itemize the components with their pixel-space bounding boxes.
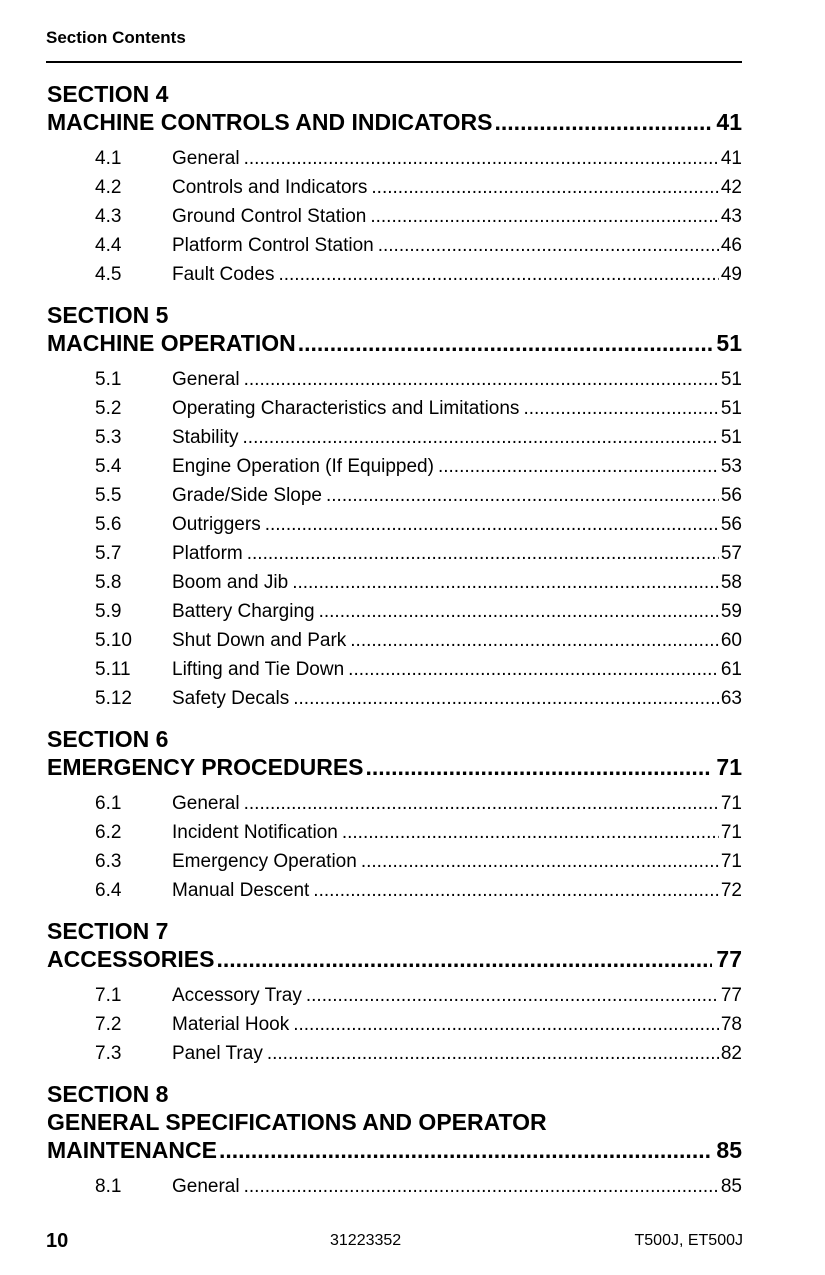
dot-leader xyxy=(244,365,719,394)
entry-title: Panel Tray xyxy=(172,1043,263,1064)
toc-entry[interactable] xyxy=(47,597,742,626)
toc-entry[interactable] xyxy=(47,394,742,423)
entry-page-number: 42 xyxy=(720,177,742,198)
dot-leader xyxy=(361,847,719,876)
dot-leader xyxy=(319,597,719,626)
entry-title: Platform Control Station xyxy=(172,235,374,256)
toc-entry[interactable] xyxy=(47,876,742,905)
dot-leader xyxy=(247,539,719,568)
toc-section xyxy=(47,80,742,289)
section-page-number: 51 xyxy=(716,330,742,356)
entry-number: 7.2 xyxy=(95,1014,122,1035)
dot-leader xyxy=(244,1172,719,1201)
dot-leader xyxy=(293,1010,719,1039)
entry-number: 5.1 xyxy=(95,369,122,390)
toc-entry[interactable] xyxy=(47,365,742,394)
footer-model-name: T500J, ET500J xyxy=(634,1232,743,1249)
entry-page-number: 57 xyxy=(720,543,742,564)
entry-title: Emergency Operation xyxy=(172,851,357,872)
dot-leader xyxy=(348,655,719,684)
page-footer xyxy=(0,1230,825,1254)
dot-leader xyxy=(326,481,719,510)
entry-page-number: 53 xyxy=(720,456,742,477)
section-number: SECTION 4 xyxy=(47,81,169,107)
dot-leader xyxy=(219,1136,712,1164)
toc-section xyxy=(47,725,742,905)
section-number: SECTION 5 xyxy=(47,302,169,328)
dot-leader xyxy=(292,568,719,597)
entry-title: General xyxy=(172,793,240,814)
entry-page-number: 51 xyxy=(720,427,742,448)
section-title-link[interactable] xyxy=(47,753,742,781)
dot-leader xyxy=(378,231,719,260)
table-of-contents xyxy=(47,80,742,1213)
entry-number: 4.3 xyxy=(95,206,122,227)
toc-entry[interactable] xyxy=(47,818,742,847)
entry-page-number: 72 xyxy=(720,880,742,901)
entry-page-number: 63 xyxy=(720,688,742,709)
footer-page-number: 10 xyxy=(46,1230,69,1252)
entry-title: Safety Decals xyxy=(172,688,290,709)
entry-page-number: 51 xyxy=(720,398,742,419)
entry-page-number: 71 xyxy=(720,822,742,843)
dot-leader xyxy=(298,329,713,357)
toc-section xyxy=(47,917,742,1068)
toc-entry[interactable] xyxy=(47,260,742,289)
entry-list xyxy=(47,144,742,289)
section-title-link[interactable] xyxy=(47,1136,742,1164)
section-title-link[interactable] xyxy=(47,945,742,973)
toc-section xyxy=(47,1080,742,1201)
entry-title: Lifting and Tie Down xyxy=(172,659,345,680)
entry-number: 6.1 xyxy=(95,793,122,814)
dot-leader xyxy=(313,876,719,905)
entry-page-number: 85 xyxy=(720,1176,742,1197)
section-title: ACCESSORIES xyxy=(47,946,215,972)
entry-page-number: 41 xyxy=(720,148,742,169)
section-page-number: 85 xyxy=(716,1137,742,1163)
entry-title: Accessory Tray xyxy=(172,985,302,1006)
toc-entry[interactable] xyxy=(47,202,742,231)
entry-number: 7.3 xyxy=(95,1043,122,1064)
toc-section xyxy=(47,301,742,713)
toc-entry[interactable] xyxy=(47,144,742,173)
entry-number: 5.11 xyxy=(95,659,131,680)
entry-number: 5.5 xyxy=(95,485,122,506)
entry-page-number: 82 xyxy=(720,1043,742,1064)
entry-number: 4.2 xyxy=(95,177,122,198)
entry-page-number: 56 xyxy=(720,485,742,506)
dot-leader xyxy=(244,144,719,173)
toc-entry[interactable] xyxy=(47,423,742,452)
entry-number: 6.2 xyxy=(95,822,122,843)
entry-title: Ground Control Station xyxy=(172,206,367,227)
section-page-number: 41 xyxy=(716,109,742,135)
toc-entry[interactable] xyxy=(47,539,742,568)
dot-leader xyxy=(216,945,712,973)
toc-entry[interactable] xyxy=(47,789,742,818)
entry-page-number: 46 xyxy=(720,235,742,256)
entry-title: General xyxy=(172,369,240,390)
dot-leader xyxy=(265,510,719,539)
dot-leader xyxy=(267,1039,719,1068)
dot-leader xyxy=(278,260,718,289)
entry-page-number: 61 xyxy=(720,659,742,680)
entry-list xyxy=(47,981,742,1068)
dot-leader xyxy=(370,202,719,231)
entry-number: 4.4 xyxy=(95,235,122,256)
entry-title: General xyxy=(172,1176,240,1197)
dot-leader xyxy=(438,452,719,481)
entry-title: Incident Notification xyxy=(172,822,338,843)
dot-leader xyxy=(371,173,718,202)
entry-title: Engine Operation (If Equipped) xyxy=(172,456,434,477)
entry-title: General xyxy=(172,148,240,169)
toc-entry[interactable] xyxy=(47,481,742,510)
toc-entry[interactable] xyxy=(47,684,742,713)
toc-entry[interactable] xyxy=(47,510,742,539)
section-title-line: GENERAL SPECIFICATIONS AND OPERATOR xyxy=(47,1109,547,1135)
toc-entry[interactable] xyxy=(47,231,742,260)
dot-leader xyxy=(244,789,719,818)
toc-entry[interactable] xyxy=(47,568,742,597)
dot-leader xyxy=(523,394,718,423)
dot-leader xyxy=(306,981,719,1010)
toc-entry[interactable] xyxy=(47,847,742,876)
entry-title: Grade/Side Slope xyxy=(172,485,322,506)
entry-title: Controls and Indicators xyxy=(172,177,368,198)
entry-title: Shut Down and Park xyxy=(172,630,347,651)
entry-number: 5.8 xyxy=(95,572,122,593)
entry-number: 6.4 xyxy=(95,880,122,901)
entry-number: 6.3 xyxy=(95,851,122,872)
entry-page-number: 71 xyxy=(720,851,742,872)
entry-list xyxy=(47,1172,742,1201)
entry-title: Stability xyxy=(172,427,239,448)
entry-number: 5.9 xyxy=(95,601,122,622)
entry-number: 8.1 xyxy=(95,1176,122,1197)
section-title: MACHINE CONTROLS AND INDICATORS xyxy=(47,109,493,135)
entry-number: 5.4 xyxy=(95,456,122,477)
entry-title: Battery Charging xyxy=(172,601,315,622)
toc-entry[interactable] xyxy=(47,626,742,655)
entry-page-number: 60 xyxy=(720,630,742,651)
toc-entry[interactable] xyxy=(47,1172,742,1201)
section-page-number: 71 xyxy=(716,754,742,780)
entry-page-number: 78 xyxy=(720,1014,742,1035)
toc-entry[interactable] xyxy=(47,1010,742,1039)
entry-page-number: 58 xyxy=(720,572,742,593)
dot-leader xyxy=(293,684,719,713)
entry-page-number: 49 xyxy=(720,264,742,285)
entry-title: Boom and Jib xyxy=(172,572,289,593)
dot-leader xyxy=(342,818,719,847)
entry-title: Operating Characteristics and Limitations xyxy=(172,398,520,419)
dot-leader xyxy=(350,626,719,655)
entry-page-number: 56 xyxy=(720,514,742,535)
entry-page-number: 77 xyxy=(720,985,742,1006)
section-page-number: 77 xyxy=(716,946,742,972)
entry-page-number: 51 xyxy=(720,369,742,390)
section-number: SECTION 7 xyxy=(47,918,169,944)
entry-number: 5.12 xyxy=(95,688,132,709)
entry-number: 5.6 xyxy=(95,514,122,535)
entry-list xyxy=(47,365,742,713)
entry-page-number: 59 xyxy=(720,601,742,622)
section-number: SECTION 6 xyxy=(47,726,169,752)
toc-entry[interactable] xyxy=(47,452,742,481)
entry-number: 5.7 xyxy=(95,543,122,564)
entry-number: 4.5 xyxy=(95,264,122,285)
section-title-link[interactable] xyxy=(47,329,742,357)
dot-leader xyxy=(366,753,713,781)
toc-entry[interactable] xyxy=(47,655,742,684)
header-divider xyxy=(46,61,742,63)
footer-document-number: 31223352 xyxy=(330,1232,402,1249)
entry-number: 5.2 xyxy=(95,398,122,419)
entry-number: 7.1 xyxy=(95,985,122,1006)
entry-title: Material Hook xyxy=(172,1014,290,1035)
entry-title: Fault Codes xyxy=(172,264,275,285)
section-number: SECTION 8 xyxy=(47,1081,169,1107)
dot-leader xyxy=(243,423,719,452)
running-header: Section Contents xyxy=(46,28,186,47)
entry-number: 5.10 xyxy=(95,630,132,651)
entry-page-number: 43 xyxy=(720,206,742,227)
dot-leader xyxy=(495,108,713,136)
section-title: MAINTENANCE xyxy=(47,1137,217,1163)
section-title-link[interactable] xyxy=(47,108,742,136)
entry-number: 4.1 xyxy=(95,148,122,169)
entry-page-number: 71 xyxy=(720,793,742,814)
entry-title: Manual Descent xyxy=(172,880,310,901)
section-title: EMERGENCY PROCEDURES xyxy=(47,754,364,780)
toc-entry[interactable] xyxy=(47,981,742,1010)
section-title: MACHINE OPERATION xyxy=(47,330,296,356)
toc-entry[interactable] xyxy=(47,1039,742,1068)
entry-list xyxy=(47,789,742,905)
entry-title: Outriggers xyxy=(172,514,261,535)
toc-entry[interactable] xyxy=(47,173,742,202)
entry-title: Platform xyxy=(172,543,243,564)
entry-number: 5.3 xyxy=(95,427,122,448)
